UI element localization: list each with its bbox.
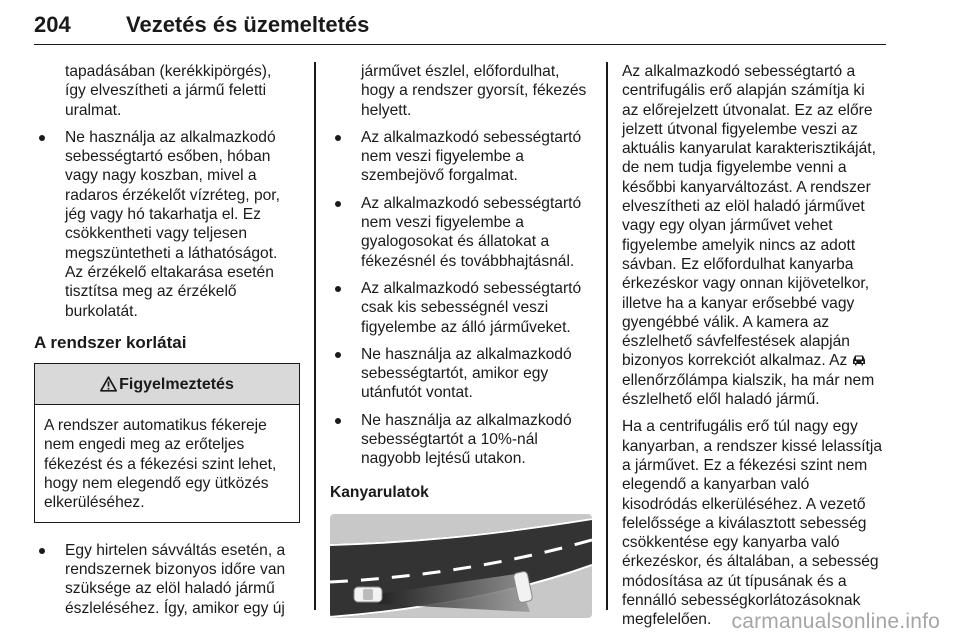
column-2 [330,62,592,623]
chapter-title: Vezetés és üzemeltetés [126,12,370,37]
page-number: 204 [34,12,71,37]
column-3 [622,62,888,638]
section-heading: A rendszer korlátai [34,332,187,352]
paragraph: Ha a centrifugális erő túl nagy egy kanyarban, a rendszer kissé lelassítja a járművet. Ez a fékezési szint nem elegendő a kanyarban való kisodródás elkerüléséhez. A vezető felelőssége a kiválasztott sebesség csökkentése egy kanyarba való érkezéskor, és általában, a sebesség módosítása az út típusának és a fennálló sebességkorlátozásoknak megfelelően. [622,418,883,629]
watermark: carmanualsonline.info [731,610,940,633]
warning-text: A rendszer automatikus fékereje nem engedi meg az erőteljes fékezést és a fékezési szint lehet, hogy nem elegendő egy ütközés elkerüléséhez. [44,417,277,512]
column-divider [606,62,608,610]
warning-triangle-icon [100,376,117,392]
bullet-item: Az alkalmazkodó sebességtartó nem veszi figyelembe a szembejövő forgalmat. [330,128,592,186]
page-header [34,4,886,45]
curve-illustration [330,514,592,618]
warning-title: Figyelmeztetés [119,375,234,393]
car-icon [852,354,866,366]
paragraph: Az alkalmazkodó sebességtartó a centrifugális erő alapján számítja ki az előrejelzett útvonalat. Ez az előre jelzett útvonal figyelembe veszi az aktuális kanyarulat karakterisztikáját, de nem tudja figyelembe venni a későbbi kanyarváltozást. A rendszer elveszítheti az elöl haladó járművet vagy egy olyan járművet vehet figyelembe amelyik nincs az adott sávban. Ez előfordulhat kanyarba érkezéskor vagy onnan kijövetelkor, illetve ha a kanyar erősebbé vagy gyengébbé válik. A kamera az észlelhető sávfelfestések alapján bizonyos korrekciót alkalmaz. Az ellenőrzőlámpa kialszik, ha már nem észlelhető elől haladó jármű. [622,63,876,409]
continued-text: járművet észlel, előfordulhat, hogy a rendszer gyorsít, fékezés helyett. [361,63,587,119]
bullet-item: Egy hirtelen sávváltás esetén, a rendszernek bizonyos időre van szüksége az elöl haladó jármű észleléséhez. Így, amikor egy új [34,541,300,618]
warning-header [35,364,299,405]
sub-heading: Kanyarulatok [330,483,429,501]
bullet-item: Ne használja az alkalmazkodó sebességtartót, amikor egy utánfutót vontat. [330,345,592,403]
column-1 [34,62,300,626]
continued-text: tapadásában (kerékkipörgés), így elveszítheti a jármű feletti uralmat. [65,63,272,119]
bullet-item: Ne használja az alkalmazkodó sebességtartó esőben, hóban vagy nagy koszban, mivel a radaros érzékelőt vízréteg, por, jég vagy hó takarhatja el. Ez csökkentheti vagy teljesen megszüntetheti a láthatóságot. Az érzékelő eltakarása esetén tisztítsa meg az érzékelő burkolatát. [34,128,300,321]
bullet-item: Az alkalmazkodó sebességtartó nem veszi figyelembe a gyalogosokat és állatokat a fékezésnél és továbbhajtásnál. [330,194,592,271]
bullet-item: Ne használja az alkalmazkodó sebességtartót a 10%-nál nagyobb lejtésű utakon. [330,411,592,469]
bullet-item: Az alkalmazkodó sebességtartó csak kis sebességnél veszi figyelembe az álló járműveket. [330,279,592,337]
warning-box [34,363,300,522]
column-divider [314,62,316,610]
